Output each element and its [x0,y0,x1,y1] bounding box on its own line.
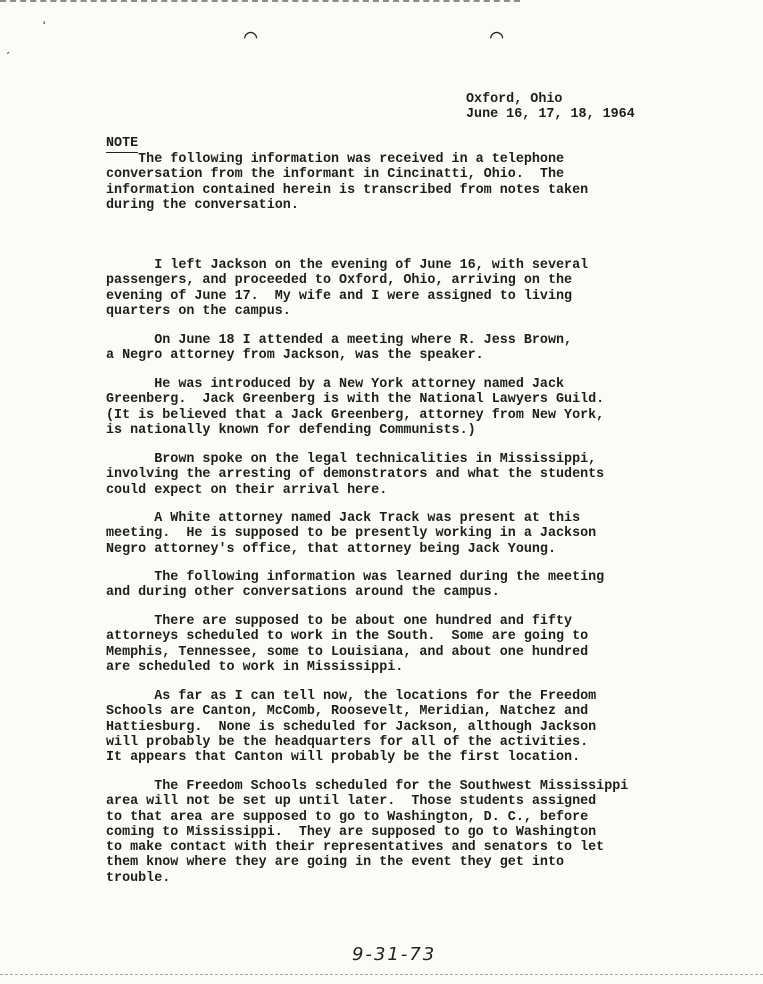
document-heading [466,92,635,122]
paragraph-1 [106,258,686,319]
text-line: The following information was received in a telephone [106,152,565,167]
note-label: NOTE [106,136,139,151]
paragraph-6 [106,570,686,601]
text-line: The following information was learned during the meeting [106,570,605,585]
text-line: The Freedom Schools scheduled for the Southwest Mississippi [106,779,629,794]
text-line: to that area are supposed to go to Washington, D. C., before [106,809,589,825]
text-line: quarters on the campus. [106,303,291,319]
text-line: information contained herein is transcribed from notes taken [106,182,589,198]
text-line: (It is believed that a Jack Greenberg, attorney from New York, [106,407,605,423]
paragraph-4 [106,452,686,498]
paragraph-3 [106,377,686,438]
paragraph-2 [106,333,686,364]
bottom-perforation [0,974,763,979]
paragraph-7 [106,614,686,675]
text-line: Negro attorney's office, that attorney being Jack Young. [106,541,556,557]
paragraph-9 [106,779,686,886]
text-line: coming to Mississippi. They are supposed to go to Washington [106,824,597,840]
text-line: them know where they are going in the event they get into [106,855,565,871]
text-line: meeting. He is supposed to be presently working in a Jackson [106,526,597,542]
text-line: passengers, and proceeded to Oxford, Ohio, arriving on the [106,273,573,289]
text-line: I left Jackson on the evening of June 16, with several [106,258,589,273]
text-line: Memphis, Tennessee, some to Louisiana, and about one hundred [106,644,589,660]
margin-tick: ˏ [4,40,13,56]
text-line: will probably be the headquarters for all of the activities. [106,734,589,750]
punch-hole-mark-left: ⌒ [244,25,258,50]
text-line: A White attorney named Jack Track was present at this [106,511,581,526]
dates: June 16, 17, 18, 1964 [466,107,635,122]
text-line: conversation from the informant in Cincinatti, Ohio. The [106,167,565,183]
text-line: On June 18 I attended a meeting where R. Jess Brown, [106,333,573,348]
text-line: attorneys scheduled to work in the South. Some are going to [106,629,589,645]
text-line: evening of June 17. My wife and I were assigned to living [106,288,573,304]
text-line: Hattiesburg. None is scheduled for Jackson, although Jackson [106,719,597,735]
paragraph-5 [106,511,686,557]
corner-mark: ʻ [40,20,49,36]
text-line: area will not be set up until later. Those students assigned [106,794,597,810]
top-perforation [0,0,520,8]
note-paragraph [106,152,686,213]
handwritten-file-number: 9-31-73 [352,944,437,965]
text-line: Brown spoke on the legal technicalities in Mississippi, [106,452,597,467]
text-line: is nationally known for defending Communists.) [106,422,476,438]
text-line: a Negro attorney from Jackson, was the speaker. [106,348,484,364]
text-line: and during other conversations around the campus. [106,585,500,601]
text-line: He was introduced by a New York attorney named Jack [106,377,565,392]
text-line: trouble. [106,870,171,886]
text-line: There are supposed to be about one hundred and fifty [106,614,573,629]
text-line: could expect on their arrival here. [106,482,388,498]
text-line: Schools are Canton, McComb, Roosevelt, Meridian, Natchez and [106,704,589,720]
text-line: Greenberg. Jack Greenberg is with the National Lawyers Guild. [106,392,605,408]
text-line: during the conversation. [106,197,299,213]
text-line: are scheduled to work in Mississippi. [106,659,404,675]
paragraph-8 [106,689,686,765]
place: Oxford, Ohio [466,92,563,107]
punch-hole-mark-right: ⌒ [490,25,504,50]
text-line: to make contact with their representatives and senators to let [106,840,605,856]
text-line: It appears that Canton will probably be the first location. [106,750,581,766]
text-line: As far as I can tell now, the locations for the Freedom [106,689,597,704]
text-line: involving the arresting of demonstrators and what the students [106,467,605,483]
